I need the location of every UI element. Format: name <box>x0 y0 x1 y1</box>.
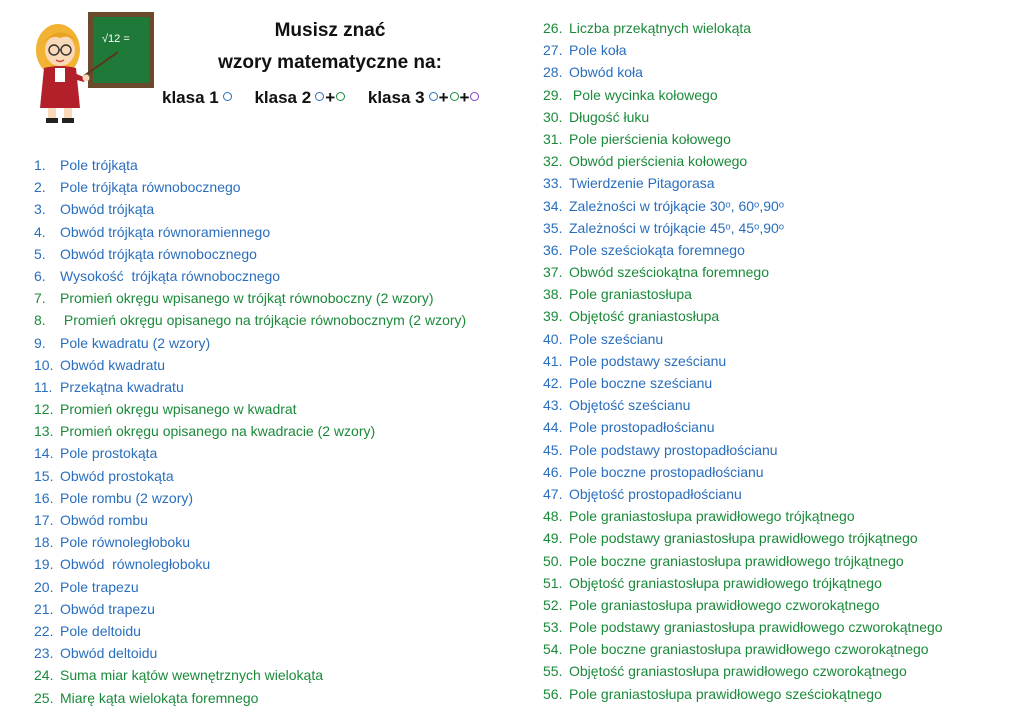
item-number: 35. <box>543 219 563 236</box>
item-number: 46. <box>543 463 563 480</box>
item-number: 36. <box>543 241 563 258</box>
list-item <box>34 420 466 442</box>
item-text: Pole podstawy graniastosłupa prawidłowego trójkątnego <box>569 530 918 547</box>
list-item <box>34 487 466 509</box>
item-text: Promień okręgu opisanego na trójkącie równobocznym (2 wzory) <box>60 312 467 329</box>
board-formula: √12 = <box>102 33 130 45</box>
list-item <box>543 61 943 83</box>
list-item <box>543 660 943 682</box>
green-circle-icon <box>450 92 459 101</box>
item-number: 55. <box>543 663 563 680</box>
list-item <box>34 221 466 243</box>
item-text: Pole graniastosłupa prawidłowego sześciokątnego <box>569 685 882 702</box>
item-text: Pole koła <box>569 42 627 59</box>
item-text: Długość łuku <box>569 108 650 125</box>
item-number: 56. <box>543 685 563 702</box>
list-item <box>34 465 466 487</box>
item-number: 29. <box>543 86 563 103</box>
item-text: Pole graniastosłupa prawidłowego trójkątnego <box>569 508 855 525</box>
item-text: Obwód sześciokątna foremnego <box>569 264 769 281</box>
item-number: 54. <box>543 641 563 658</box>
list-item <box>543 439 943 461</box>
list-item <box>543 505 943 527</box>
item-text: Pole graniastosłupa prawidłowego czworokątnego <box>569 596 880 613</box>
formula-list-left <box>34 154 466 709</box>
class-2-label: klasa 2 <box>254 88 312 107</box>
item-text: Pole trójkąta <box>60 157 138 173</box>
item-text: Zależności w trójkącie 45ᵒ, 45ᵒ,90ᵒ <box>569 219 785 236</box>
item-text: Pole wycinka kołowego <box>569 86 718 103</box>
item-number: 24. <box>34 667 54 684</box>
item-text: Pole kwadratu (2 wzory) <box>60 334 211 351</box>
list-item <box>34 309 466 331</box>
item-number: 52. <box>543 596 563 613</box>
list-item <box>543 195 943 217</box>
item-text: Pole deltoidu <box>60 622 141 639</box>
item-text: Pole prostopadłościanu <box>569 419 715 436</box>
list-item <box>543 283 943 305</box>
item-number: 17. <box>34 512 54 528</box>
item-text: Objętość sześcianu <box>569 397 691 414</box>
item-text: Obwód równoległoboku <box>60 556 211 573</box>
purple-circle-icon <box>470 92 479 101</box>
list-item <box>34 154 466 176</box>
list-item <box>543 217 943 239</box>
plus-icon: + <box>438 88 449 107</box>
list-item <box>34 376 466 398</box>
list-item <box>34 687 466 709</box>
class-legend <box>162 88 497 108</box>
list-item <box>34 531 466 553</box>
list-item <box>543 616 943 638</box>
item-text: Przekątna kwadratu <box>60 378 184 395</box>
item-number: 28. <box>543 64 563 81</box>
item-number: 8. <box>34 312 46 329</box>
item-text: Obwód kwadratu <box>60 356 166 373</box>
item-number: 4. <box>34 223 46 240</box>
class-2-legend <box>254 88 345 108</box>
item-number: 14. <box>34 445 54 462</box>
list-item <box>34 598 466 620</box>
item-text: Obwód deltoidu <box>60 645 158 662</box>
item-number: 7. <box>34 290 46 307</box>
item-number: 49. <box>543 530 563 547</box>
item-text: Twierdzenie Pitagorasa <box>569 175 715 192</box>
item-number: 33. <box>543 175 563 192</box>
item-number: 23. <box>34 645 54 662</box>
item-text: Miarę kąta wielokąta foremnego <box>60 689 259 706</box>
item-text: Pole boczne graniastosłupa prawidłowego trójkątnego <box>569 552 904 569</box>
list-item <box>34 509 466 531</box>
item-number: 44. <box>543 419 563 436</box>
list-item <box>34 664 466 686</box>
green-circle-icon <box>336 92 345 101</box>
class-1-legend <box>162 88 232 108</box>
list-item <box>543 350 943 372</box>
item-number: 51. <box>543 574 563 591</box>
list-item <box>34 265 466 287</box>
list-item <box>543 683 943 705</box>
item-number: 19. <box>34 556 54 573</box>
item-number: 21. <box>34 600 54 617</box>
item-text: Pole podstawy prostopadłościanu <box>569 441 778 458</box>
item-text: Obwód trójkąta <box>60 201 155 218</box>
list-item <box>34 243 466 265</box>
item-number: 20. <box>34 578 54 595</box>
item-number: 34. <box>543 197 563 214</box>
item-number: 37. <box>543 264 563 281</box>
list-item <box>34 642 466 664</box>
item-text: Pole podstawy sześcianu <box>569 352 727 369</box>
item-number: 53. <box>543 619 563 636</box>
list-item <box>543 394 943 416</box>
item-text: Obwód trójkąta równobocznego <box>60 245 257 262</box>
item-text: Pole boczne graniastosłupa prawidłowego czworokątnego <box>569 641 929 658</box>
formula-list-right <box>543 17 943 705</box>
item-number: 48. <box>543 508 563 525</box>
item-text: Objętość graniastosłupa prawidłowego czworokątnego <box>569 663 907 680</box>
item-text: Promień okręgu opisanego na kwadracie (2 wzory) <box>60 423 376 440</box>
list-item <box>543 572 943 594</box>
list-item <box>543 328 943 350</box>
blue-circle-icon <box>315 92 324 101</box>
item-number: 31. <box>543 130 563 147</box>
item-text: Obwód pierścienia kołowego <box>569 153 748 170</box>
item-number: 50. <box>543 552 563 569</box>
list-item <box>543 172 943 194</box>
class-1-label: klasa 1 <box>162 88 219 107</box>
item-text: Pole sześciokąta foremnego <box>569 241 745 258</box>
item-text: Obwód prostokąta <box>60 467 174 484</box>
list-item <box>34 287 466 309</box>
item-text: Objętość prostopadłościanu <box>569 485 742 502</box>
item-number: 42. <box>543 375 563 391</box>
blue-circle-icon <box>429 92 438 101</box>
item-number: 6. <box>34 267 46 284</box>
item-number: 47. <box>543 485 563 502</box>
item-text: Pole pierścienia kołowego <box>569 130 731 147</box>
item-text: Zależności w trójkącie 30ᵒ, 60ᵒ,90ᵒ <box>569 197 785 214</box>
item-text: Obwód rombu <box>60 512 148 528</box>
list-item <box>543 483 943 505</box>
item-text: Obwód trapezu <box>60 600 155 617</box>
list-item <box>543 39 943 61</box>
item-text: Pole równoległoboku <box>60 534 190 551</box>
page-title-line-1: Musisz znać <box>274 20 386 41</box>
item-number: 15. <box>34 467 54 484</box>
list-item <box>34 620 466 642</box>
item-number: 38. <box>543 286 563 303</box>
item-number: 26. <box>543 20 563 36</box>
item-number: 43. <box>543 397 563 414</box>
list-item <box>543 416 943 438</box>
item-text: Objętość graniastosłupa <box>569 308 720 325</box>
item-text: Pole prostokąta <box>60 445 158 462</box>
item-number: 27. <box>543 42 563 59</box>
item-number: 9. <box>34 334 46 351</box>
item-number: 1. <box>34 157 46 173</box>
item-text: Pole sześcianu <box>569 330 664 347</box>
list-item <box>543 150 943 172</box>
header <box>0 0 520 130</box>
item-text: Promień okręgu wpisanego w trójkąt równoboczny (2 wzory) <box>60 290 434 307</box>
list-item <box>34 354 466 376</box>
list-item <box>543 461 943 483</box>
page-title-line-2: wzory matematyczne na: <box>218 52 442 73</box>
list-item <box>543 84 943 106</box>
class-3-legend <box>368 88 480 108</box>
item-number: 25. <box>34 689 54 706</box>
item-number: 10. <box>34 356 54 373</box>
item-number: 39. <box>543 308 563 325</box>
item-number: 5. <box>34 245 46 262</box>
list-item <box>543 638 943 660</box>
item-text: Pole trójkąta równobocznego <box>60 179 241 196</box>
list-item <box>543 594 943 616</box>
item-number: 30. <box>543 108 563 125</box>
item-text: Pole boczne sześcianu <box>569 375 713 391</box>
item-text: Pole boczne prostopadłościanu <box>569 463 764 480</box>
item-number: 40. <box>543 330 563 347</box>
item-text: Liczba przekątnych wielokąta <box>569 20 752 36</box>
item-number: 3. <box>34 201 46 218</box>
teacher-illustration <box>22 8 162 126</box>
item-text: Obwód koła <box>569 64 643 81</box>
list-item <box>34 176 466 198</box>
list-item <box>34 398 466 420</box>
item-number: 41. <box>543 352 563 369</box>
item-number: 32. <box>543 153 563 170</box>
item-text: Suma miar kątów wewnętrznych wielokąta <box>60 667 323 684</box>
item-text: Pole graniastosłupa <box>569 286 692 303</box>
item-text: Wysokość trójkąta równobocznego <box>60 267 281 284</box>
list-item <box>543 527 943 549</box>
item-number: 12. <box>34 401 54 418</box>
item-text: Objętość graniastosłupa prawidłowego trójkątnego <box>569 574 882 591</box>
item-number: 16. <box>34 489 54 506</box>
list-item <box>34 332 466 354</box>
list-item <box>543 106 943 128</box>
list-item <box>543 128 943 150</box>
item-text: Obwód trójkąta równoramiennego <box>60 223 271 240</box>
item-number: 22. <box>34 622 54 639</box>
list-item <box>34 442 466 464</box>
item-text: Pole trapezu <box>60 578 139 595</box>
list-item <box>543 261 943 283</box>
blue-circle-icon <box>223 92 232 101</box>
list-item <box>34 576 466 598</box>
list-item <box>543 239 943 261</box>
item-text: Promień okręgu wpisanego w kwadrat <box>60 401 297 418</box>
item-number: 11. <box>34 378 53 395</box>
list-item <box>34 198 466 220</box>
list-item <box>34 553 466 575</box>
list-item <box>543 17 943 39</box>
class-3-label: klasa 3 <box>367 88 425 107</box>
item-text: Pole rombu (2 wzory) <box>60 489 194 506</box>
item-number: 13. <box>34 423 54 440</box>
plus-icon: + <box>325 88 336 107</box>
list-item <box>543 305 943 327</box>
item-number: 2. <box>34 179 46 196</box>
list-item <box>543 550 943 572</box>
item-number: 45. <box>543 441 563 458</box>
list-item <box>543 372 943 394</box>
item-text: Pole podstawy graniastosłupa prawidłowego czworokątnego <box>569 619 943 636</box>
plus-icon: + <box>459 88 470 107</box>
item-number: 18. <box>34 534 54 551</box>
